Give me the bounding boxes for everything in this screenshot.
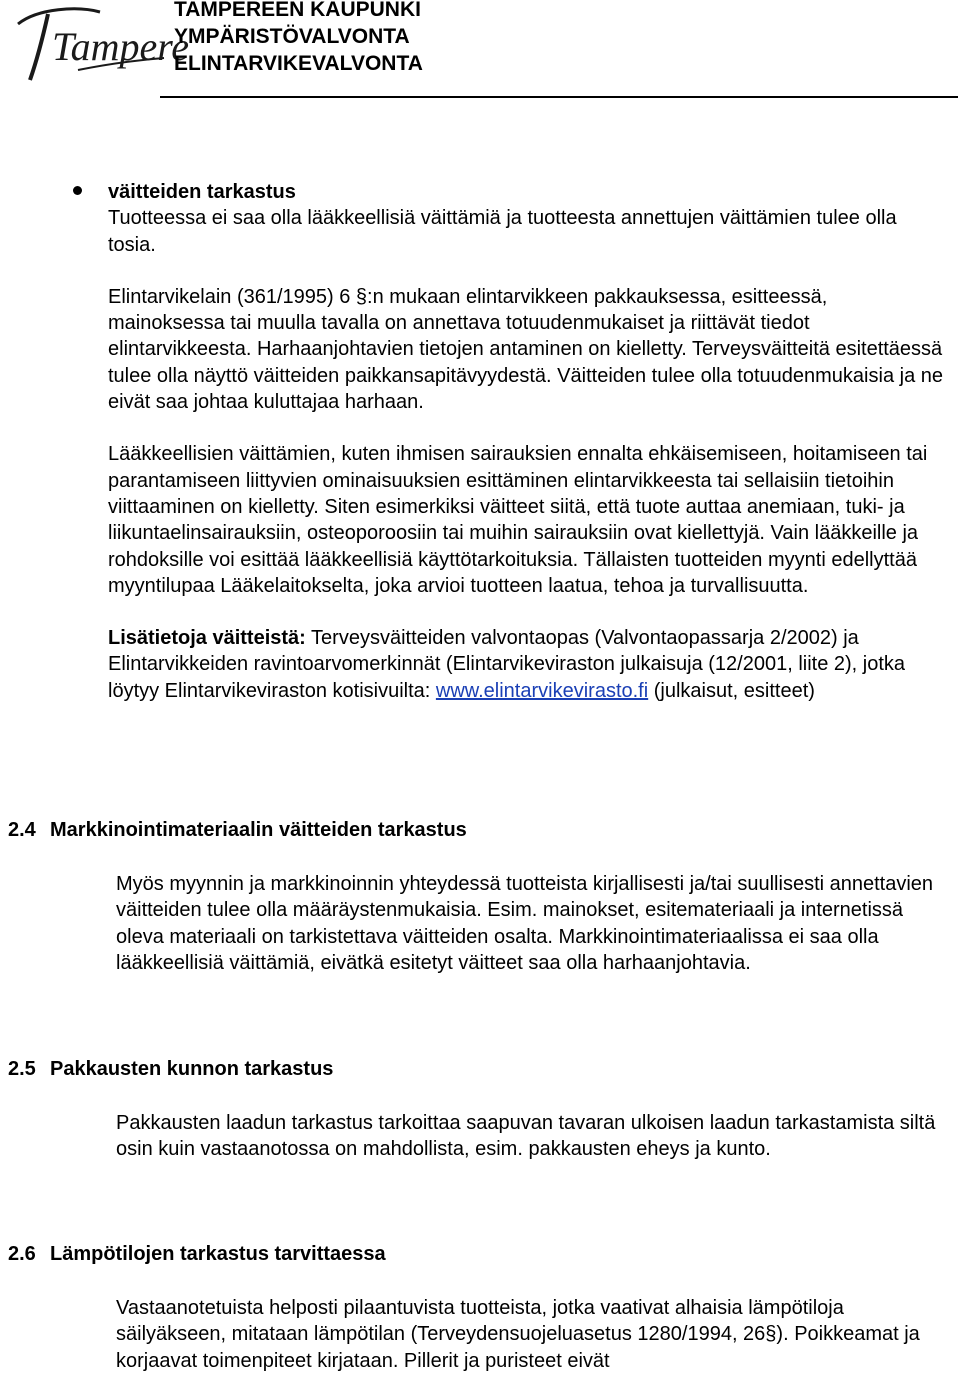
page-header [0,0,960,100]
section-body-2-4 [116,871,946,976]
section-title: Markkinointimateriaalin väitteiden tarkastus [50,819,467,841]
bullet-dot [73,186,82,195]
more-info-label: Lisätietoja väitteistä: [108,627,306,650]
section-paragraph: Vastaanotetuista helposti pilaantuvista tuotteista, jotka vaativat alhaisia lämpötiloja säilyäkseen, mitataan lämpötilan (Terveydensuojeluasetus 1280/1994, 26§). Poikkeamat ja korjaavat toimenpiteet kirjataan. Pillerit ja puristeet eivät [116,1297,920,1372]
medical-claims-paragraph: Lääkkeellisien väittämien, kuten ihmisen sairauksien ennalta ehkäisemiseen, hoitamiseen tai parantamiseen liittyvien ominaisuuksien esittäminen elintarvikkeesta tai sellaisiin tietoihin viittaaminen on kielletty. Siten esimerkiksi väitteet siitä, että tuote auttaa anemiaan, tuki- ja liikuntaelinsairauksiin, osteoporoosiin tai muihin sairauksiin ovat kiellettyjä. Vain lääkkeille ja rohdoksille voi esittää lääkkeellisiä käyttötarkoituksia. Tällaisten tuotteiden myynti edellyttää myyntilupaa Lääkelaitokselta, joka arvioi tuotteen laatua, tehoa ja turvallisuutta. [108,443,928,597]
organization-name [174,0,423,77]
header-line-1: TAMPEREEN KAUPUNKI [174,0,421,21]
svg-text:Tampere: Tampere [52,24,190,69]
section-title: Lämpötilojen tarkastus tarvittaessa [50,1243,386,1265]
more-info-suffix: (julkaisut, esitteet) [648,679,815,702]
section-paragraph: Pakkausten laadun tarkastus tarkoittaa saapuvan tavaran ulkoisen laadun tarkastamista siltä osin kuin vastaanotossa on mahdollista, esim. pakkausten eheys ja kunto. [116,1112,936,1161]
section-heading-2-4 [8,817,467,843]
tampere-logo [8,2,190,84]
section-number: 2.6 [8,1243,36,1265]
section-body-2-5 [116,1110,946,1163]
header-divider [160,96,958,98]
section-paragraph: Myös myynnin ja markkinoinnin yhteydessä tuotteista kirjallisesti ja/tai suullisesti annettavien väitteiden tulee olla määräystenmukaisia. Esim. mainokset, esitemateriaali ja internetissä oleva materiaali on tarkistettava väitteiden osalta. Markkinointimateriaalissa ei saa olla lääkkeellisiä väittämiä, eivätkä esitetyt väitteet saa olla harhaanjohtavia. [116,873,934,974]
bullet-title: väitteiden tarkastus [108,181,296,203]
claims-check-section [108,179,948,704]
evira-link[interactable]: www.elintarvikevirasto.fi [435,679,649,702]
law-paragraph: Elintarvikelain (361/1995) 6 §:n mukaan elintarvikkeen pakkauksessa, esitteessä, mainoksessa tai muulla tavalla on annettava totuudenmukaiset ja riittävät tiedot elintarvikkeesta. Harhaanjohtavien tietojen antaminen on kielletty. Terveysväitteitä esitettäessä tulee olla näyttö väitteiden paikkansapitävyydestä. Väitteiden tulee olla totuudenmukaisia ja ne eivät saa johtaa kuluttajaa harhaan. [108,285,943,414]
section-number: 2.5 [8,1058,36,1080]
more-info-text: Terveysväitteiden valvontaopas (Valvontaopassarja 2/2002) ja Elintarvikkeiden ravintoarvomerkinnät (Elintarvikeviraston julkaisuja (12/2001, liite 2), jotka löytyy Elintarvikeviraston kotisivuilta: [108,627,906,702]
header-line-3: ELINTARVIKEVALVONTA [174,52,423,75]
more-info-paragraph [108,625,948,704]
bullet-intro: Tuotteessa ei saa olla lääkkeellisiä väittämiä ja tuotteesta annettujen väittämien tulee olla tosia. [108,207,897,256]
section-number: 2.4 [8,819,36,841]
section-body-2-6 [116,1295,946,1374]
section-heading-2-6 [8,1241,386,1267]
section-heading-2-5 [8,1056,333,1082]
header-line-2: YMPÄRISTÖVALVONTA [174,25,410,48]
section-title: Pakkausten kunnon tarkastus [50,1058,334,1080]
